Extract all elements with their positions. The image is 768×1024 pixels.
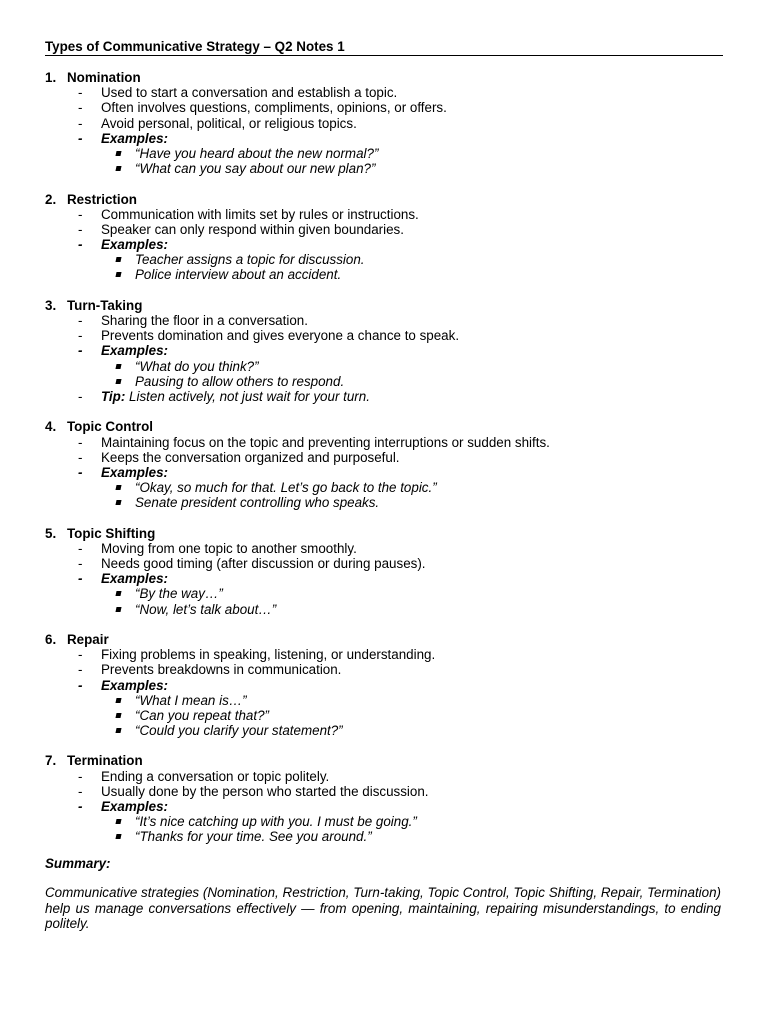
section-number: 3. bbox=[45, 297, 57, 313]
square-bullet-icon bbox=[115, 834, 121, 839]
bullet-item bbox=[45, 85, 723, 100]
examples-label: Examples: bbox=[101, 130, 168, 146]
square-bullet-icon bbox=[115, 485, 121, 490]
tip-content bbox=[101, 389, 370, 404]
dash-marker: - bbox=[78, 115, 83, 131]
dash-marker: - bbox=[78, 206, 83, 222]
example-item bbox=[45, 161, 723, 176]
dash-marker: - bbox=[78, 130, 83, 146]
section-number: 5. bbox=[45, 525, 57, 541]
strategy-list bbox=[45, 70, 723, 860]
section-title: Topic Control bbox=[67, 419, 154, 435]
bullet-text: Moving from one topic to another smoothly. bbox=[101, 540, 357, 556]
examples-label-item bbox=[45, 678, 723, 693]
section-heading bbox=[45, 753, 723, 768]
strategy-section bbox=[45, 70, 723, 176]
dash-marker: - bbox=[78, 221, 83, 237]
square-bullet-icon bbox=[115, 607, 121, 612]
bullet-item bbox=[45, 100, 723, 115]
example-text: “Now, let’s talk about…” bbox=[135, 601, 277, 617]
tip-item bbox=[45, 389, 723, 404]
example-text: “Have you heard about the new normal?” bbox=[135, 145, 379, 161]
bullet-text: Prevents domination and gives everyone a chance to speak. bbox=[101, 328, 460, 344]
bullet-text: Often involves questions, compliments, opinions, or offers. bbox=[101, 100, 447, 116]
bullet-text: Ending a conversation or topic politely. bbox=[101, 768, 330, 784]
example-text: Senate president controlling who speaks. bbox=[135, 495, 380, 511]
examples-label-item bbox=[45, 571, 723, 586]
example-item bbox=[45, 267, 723, 282]
examples-label: Examples: bbox=[101, 571, 168, 587]
dash-marker: - bbox=[78, 662, 83, 678]
summary-title: Summary: bbox=[45, 856, 111, 871]
example-text: Pausing to allow others to respond. bbox=[135, 373, 345, 389]
examples-label: Examples: bbox=[101, 343, 168, 359]
document-title: Types of Communicative Strategy – Q2 Notes 1 bbox=[45, 39, 345, 54]
title-bar bbox=[45, 38, 723, 56]
square-bullet-icon bbox=[115, 379, 121, 384]
square-bullet-icon bbox=[115, 728, 121, 733]
section-number: 2. bbox=[45, 191, 57, 207]
example-item bbox=[45, 814, 723, 829]
summary-text: Communicative strategies (Nomination, Restriction, Turn-taking, Topic Control, Topic Shifting, Repair, Termination) help us manage conversations effectively — from opening, maintaining, repairing misunderstandings, to ending politely. bbox=[45, 885, 721, 932]
examples-label: Examples: bbox=[101, 677, 168, 693]
examples-label-item bbox=[45, 465, 723, 480]
bullet-text: Sharing the floor in a conversation. bbox=[101, 313, 308, 328]
dash-marker: - bbox=[78, 783, 83, 799]
section-title: Turn-Taking bbox=[67, 297, 143, 313]
dash-marker: - bbox=[78, 677, 83, 693]
strategy-section bbox=[45, 419, 723, 510]
strategy-section bbox=[45, 753, 723, 844]
bullet-text: Prevents breakdowns in communication. bbox=[101, 662, 342, 678]
square-bullet-icon bbox=[115, 151, 121, 156]
section-number: 4. bbox=[45, 419, 57, 435]
strategy-section bbox=[45, 298, 723, 404]
square-bullet-icon bbox=[115, 500, 121, 505]
example-item bbox=[45, 829, 723, 844]
bullet-item bbox=[45, 769, 723, 784]
section-title: Topic Shifting bbox=[67, 525, 156, 541]
bullet-item bbox=[45, 328, 723, 343]
dash-marker: - bbox=[78, 647, 83, 663]
square-bullet-icon bbox=[115, 257, 121, 262]
examples-label-item bbox=[45, 237, 723, 252]
examples-label-item bbox=[45, 343, 723, 358]
dash-marker: - bbox=[78, 343, 83, 359]
bullet-item bbox=[45, 450, 723, 465]
example-text: “Okay, so much for that. Let’s go back to the topic.” bbox=[135, 480, 437, 496]
dash-marker: - bbox=[78, 799, 83, 814]
bullet-text: Speaker can only respond within given boundaries. bbox=[101, 221, 404, 237]
example-text: “Thanks for your time. See you around.” bbox=[135, 829, 372, 845]
dash-marker: - bbox=[78, 464, 83, 480]
example-item bbox=[45, 374, 723, 389]
section-heading bbox=[45, 632, 723, 647]
dash-marker: - bbox=[78, 100, 83, 116]
section-number: 7. bbox=[45, 753, 57, 769]
bullet-text: Used to start a conversation and establish a topic. bbox=[101, 85, 398, 101]
square-bullet-icon bbox=[115, 364, 121, 369]
tip-text: Listen actively, not just wait for your turn. bbox=[129, 388, 370, 404]
example-text: Police interview about an accident. bbox=[135, 267, 342, 283]
example-item bbox=[45, 480, 723, 495]
section-number: 1. bbox=[45, 70, 57, 85]
bullet-item bbox=[45, 435, 723, 450]
example-item bbox=[45, 708, 723, 723]
examples-label-item bbox=[45, 799, 723, 814]
bullet-item bbox=[45, 541, 723, 556]
example-text: “Could you clarify your statement?” bbox=[135, 723, 343, 739]
square-bullet-icon bbox=[115, 713, 121, 718]
section-heading bbox=[45, 298, 723, 313]
square-bullet-icon bbox=[115, 166, 121, 171]
section-heading bbox=[45, 419, 723, 434]
example-text: “Can you repeat that?” bbox=[135, 707, 269, 723]
dash-marker: - bbox=[78, 313, 83, 328]
section-title: Restriction bbox=[67, 191, 137, 207]
dash-marker: - bbox=[78, 388, 83, 404]
dash-marker: - bbox=[78, 540, 83, 556]
example-item bbox=[45, 359, 723, 374]
example-text: “What I mean is…” bbox=[135, 692, 247, 708]
bullet-item bbox=[45, 556, 723, 571]
section-number: 6. bbox=[45, 631, 57, 647]
dash-marker: - bbox=[78, 434, 83, 450]
dash-marker: - bbox=[78, 556, 83, 571]
example-item bbox=[45, 495, 723, 510]
example-text: “It’s nice catching up with you. I must be going.” bbox=[135, 814, 417, 830]
bullet-text: Fixing problems in speaking, listening, or understanding. bbox=[101, 647, 436, 663]
bullet-item bbox=[45, 207, 723, 222]
examples-label: Examples: bbox=[101, 237, 168, 253]
bullet-item bbox=[45, 313, 723, 328]
example-text: “By the way…” bbox=[135, 586, 223, 602]
bullet-text: Communication with limits set by rules or instructions. bbox=[101, 206, 419, 222]
example-item bbox=[45, 252, 723, 267]
section-heading bbox=[45, 70, 723, 85]
square-bullet-icon bbox=[115, 272, 121, 277]
square-bullet-icon bbox=[115, 819, 121, 824]
dash-marker: - bbox=[78, 237, 83, 253]
strategy-section bbox=[45, 526, 723, 617]
square-bullet-icon bbox=[115, 591, 121, 596]
bullet-text: Maintaining focus on the topic and preventing interruptions or sudden shifts. bbox=[101, 434, 550, 450]
bullet-text: Keeps the conversation organized and purposeful. bbox=[101, 449, 400, 465]
example-item bbox=[45, 693, 723, 708]
strategy-section bbox=[45, 632, 723, 738]
example-text: “What do you think?” bbox=[135, 358, 259, 374]
section-title: Nomination bbox=[67, 70, 141, 85]
examples-label-item bbox=[45, 131, 723, 146]
section-heading bbox=[45, 526, 723, 541]
example-text: Teacher assigns a topic for discussion. bbox=[135, 252, 365, 268]
example-item bbox=[45, 146, 723, 161]
bullet-item bbox=[45, 116, 723, 131]
dash-marker: - bbox=[78, 768, 83, 784]
square-bullet-icon bbox=[115, 698, 121, 703]
tip-label: Tip: bbox=[101, 388, 126, 404]
section-title: Termination bbox=[67, 753, 143, 769]
strategy-section bbox=[45, 192, 723, 283]
examples-label: Examples: bbox=[101, 799, 168, 814]
dash-marker: - bbox=[78, 571, 83, 587]
example-item bbox=[45, 602, 723, 617]
bullet-item bbox=[45, 222, 723, 237]
bullet-item bbox=[45, 662, 723, 677]
example-text: “What can you say about our new plan?” bbox=[135, 161, 376, 177]
bullet-text: Needs good timing (after discussion or during pauses). bbox=[101, 556, 426, 571]
examples-label: Examples: bbox=[101, 464, 168, 480]
dash-marker: - bbox=[78, 85, 83, 101]
section-heading bbox=[45, 192, 723, 207]
example-item bbox=[45, 723, 723, 738]
dash-marker: - bbox=[78, 328, 83, 344]
section-title: Repair bbox=[67, 631, 109, 647]
bullet-item bbox=[45, 784, 723, 799]
dash-marker: - bbox=[78, 449, 83, 465]
bullet-text: Avoid personal, political, or religious topics. bbox=[101, 115, 357, 131]
bullet-item bbox=[45, 647, 723, 662]
example-item bbox=[45, 586, 723, 601]
bullet-text: Usually done by the person who started the discussion. bbox=[101, 783, 429, 799]
